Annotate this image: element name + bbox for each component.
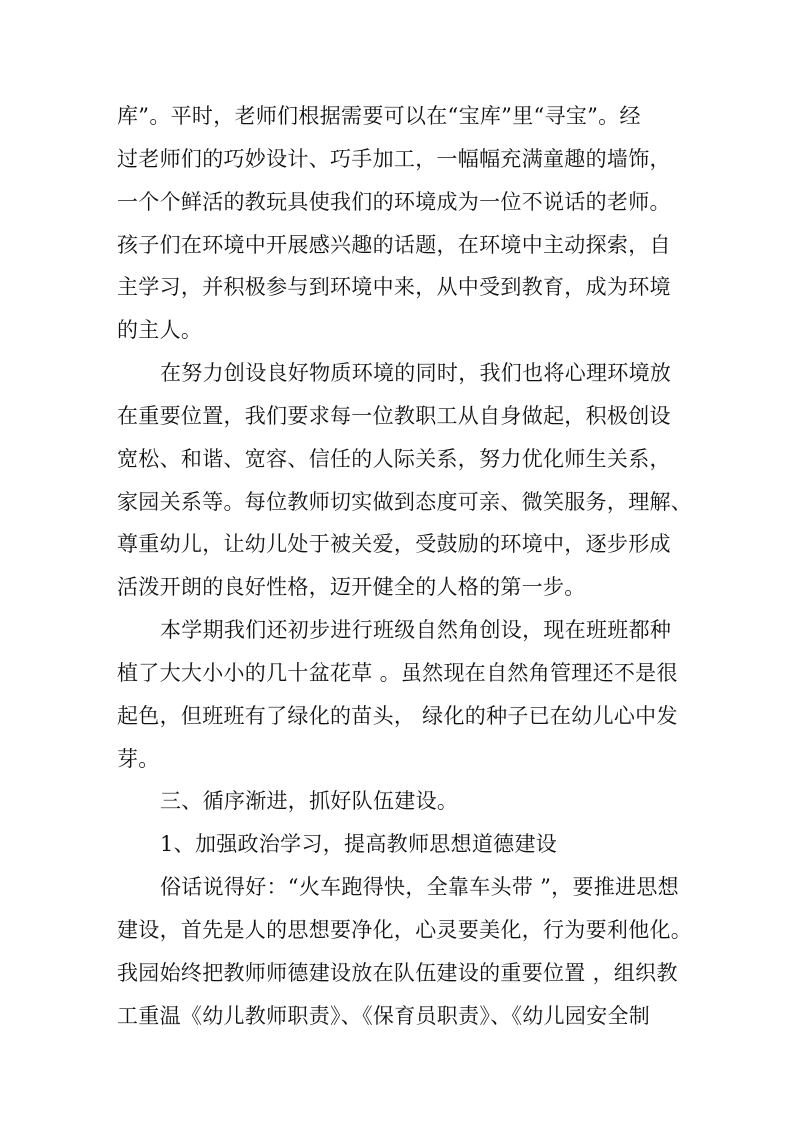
- text-line: 工重温《幼儿教师职责》、《保育员职责》、《幼儿园安全制: [117, 1004, 651, 1028]
- paragraph-first-line: 本学期我们还初步进行班级自然角创设，现在班班都种: [160, 618, 672, 642]
- text-line: 宽松、和谐、宽容、信任的人际关系，努力优化师生关系，: [117, 447, 671, 471]
- paragraph-first-line: 俗话说得好：“火车跑得快，全靠车头带 ”，要推进思想: [160, 875, 679, 899]
- text-line: 主学习，并积极参与到环境中来，从中受到教育，成为环境: [117, 275, 671, 299]
- text-line: 的主人。: [117, 318, 203, 342]
- text-line: 库”。平时，老师们根据需要可以在“宝库”里“寻宝”。经: [117, 104, 641, 128]
- text-line: 植了大大小小的几十盆花草 。虽然现在自然角管理还不是很: [117, 661, 678, 685]
- paragraph-first-line: 在努力创设良好物质环境的同时，我们也将心理环境放: [160, 361, 672, 385]
- text-line: 尊重幼儿，让幼儿处于被关爱，受鼓励的环境中，逐步形成: [117, 532, 671, 556]
- text-line: 过老师们的巧妙设计、巧手加工，一幅幅充满童趣的墙饰，: [117, 147, 671, 171]
- subsection-heading: 1、加强政治学习，提高教师思想道德建设: [160, 832, 558, 856]
- text-line: 孩子们在环境中开展感兴趣的话题，在环境中主动探索，自: [117, 233, 671, 257]
- text-line: 起色，但班班有了绿化的苗头， 绿化的种子已在幼儿心中发: [117, 704, 678, 728]
- text-line: 一个个鲜活的教玩具使我们的环境成为一位不说话的老师。: [117, 190, 671, 214]
- section-heading: 三、循序渐进，抓好队伍建设。: [160, 789, 459, 813]
- text-line: 芽。: [117, 747, 160, 771]
- text-line: 家园关系等。每位教师切实做到态度可亲、微笑服务，理解、: [117, 490, 693, 514]
- text-line: 我园始终把教师师德建设放在队伍建设的重要位置 ，组织教: [117, 961, 678, 985]
- text-line: 建设，首先是人的思想要净化，心灵要美化，行为要利他化。: [117, 918, 693, 942]
- text-line: 在重要位置，我们要求每一位教职工从自身做起，积极创设: [117, 404, 671, 428]
- text-line: 活泼开朗的良好性格，迈开健全的人格的第一步。: [117, 575, 586, 599]
